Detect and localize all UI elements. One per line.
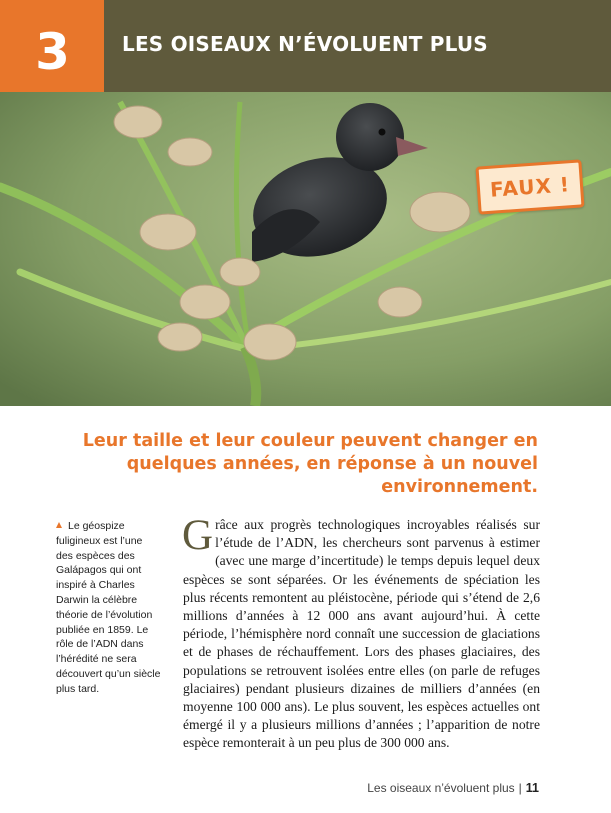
faux-stamp-text: FAUX ! xyxy=(489,172,571,202)
running-title: Les oiseaux n’évoluent plus xyxy=(367,781,515,795)
bird-photo xyxy=(0,92,611,406)
chapter-subtitle: Leur taille et leur couleur peuvent changer en quelques années, en réponse à un nouvel environnement. xyxy=(82,431,538,497)
caption-text: Le géospize fuligineux est l’une des espèces des Galápagos qui ont inspiré à Charles Darwin la célèbre théorie de l’évolution publiée en 1859. Le rôle de l’ADN dans l’hérédité ne sera découvert qu’un siècle plus tard. xyxy=(56,520,161,695)
chapter-number: 3 xyxy=(35,23,69,81)
chapter-title: LES OISEAUX N’ÉVOLUENT PLUS xyxy=(122,32,488,56)
faux-stamp xyxy=(475,159,584,214)
chapter-number-box xyxy=(0,0,104,104)
finch-illustration xyxy=(0,92,611,406)
page-footer xyxy=(300,781,539,795)
caption-arrow-icon xyxy=(56,522,62,528)
footer-separator: | xyxy=(518,781,522,795)
photo-caption xyxy=(56,519,162,697)
body-paragraph xyxy=(182,512,540,753)
page-number: 11 xyxy=(525,781,539,795)
drop-cap: G xyxy=(182,512,214,559)
body-text: râce aux progrès technologiques incroyables réalisés sur l’étude de l’ADN, les chercheurs sont parvenus à estimer (avec une marge d’incertitude) le temps depuis lequel deux espèces se sont séparées. Or les événements de spéciation les plus récents remontent au pléistocène, période qui s’étend de 2,6 millions d’années à 12 000 ans avant aujourd’hui. À cette période, l’hémisphère nord connaît une succession de glaciations et de phases de réchauffement. Lors des phases glaciaires, des populations se retrouvent isolées entre elles (on parle de refuges glaciaires) pendant plusieurs dizaines de milliers d’années (en moyenne 100 000 ans). Le plus souvent, les espèces actuelles ont émergé il y a plusieurs millions d’années ; l’apparition de notre espèce remonterait à un peu plus de 300 000 ans. xyxy=(183,517,540,751)
